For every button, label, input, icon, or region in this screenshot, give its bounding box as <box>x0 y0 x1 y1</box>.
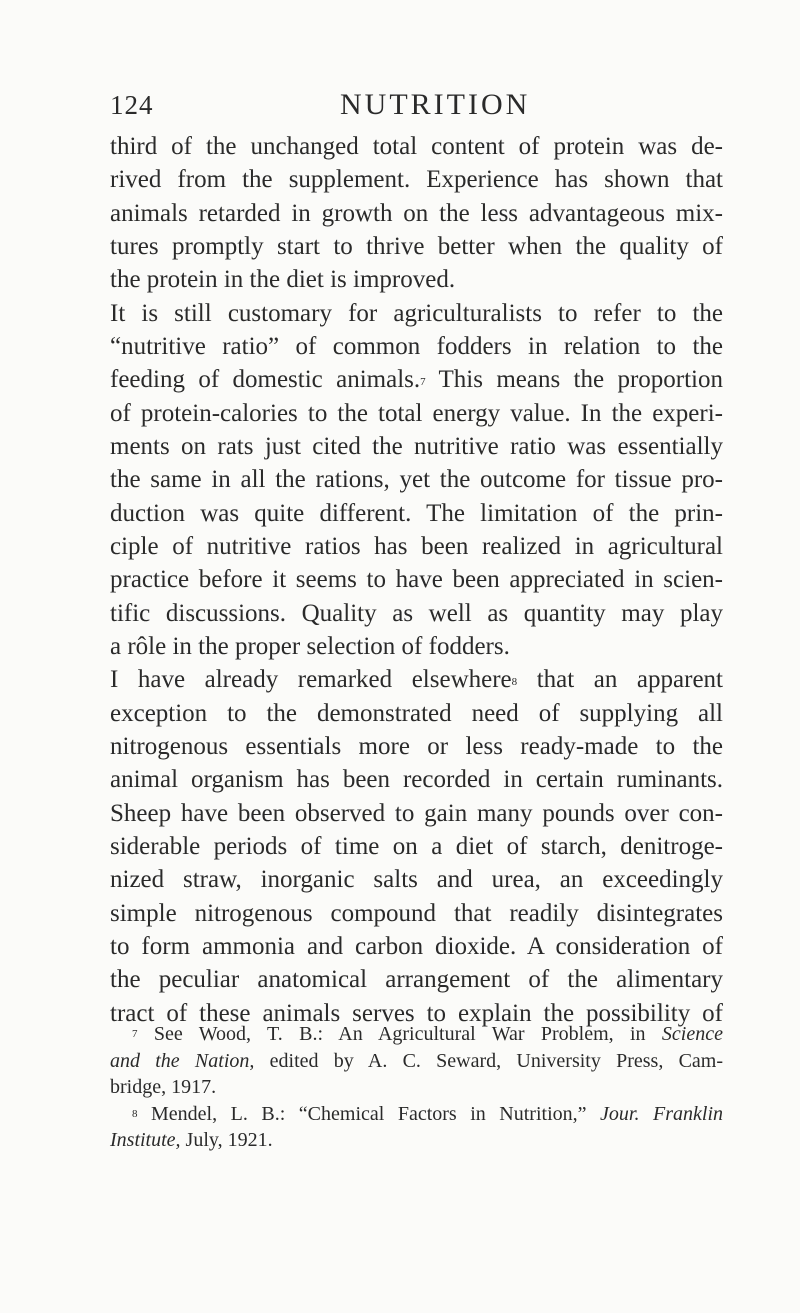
text-line: siderable periods of time on a diet of starch, denitroge- <box>110 832 723 860</box>
footnote-line <box>110 1127 723 1154</box>
text-line: tures promptly start to thrive better when the quality of <box>110 232 723 260</box>
text-fragment: Institute, <box>110 1129 181 1151</box>
text-line <box>110 663 723 696</box>
text-fragment: Science <box>661 1023 723 1045</box>
footnote-marker: 7 <box>132 1028 138 1040</box>
text-fragment: This means the proportion <box>425 366 723 394</box>
page-number: 124 <box>110 90 154 120</box>
text-fragment: I have already remarked elsewhere <box>110 666 512 694</box>
text-line: animals retarded in growth on the less advantageous mix- <box>110 199 723 227</box>
text-line: ments on rats just cited the nutritive ratio was essentially <box>110 432 723 460</box>
text-fragment: Mendel, L. B.: “Chemical Factors in Nutrition,” <box>137 1102 601 1125</box>
text-line: rived from the supplement. Experience has shown that <box>110 166 723 194</box>
text-line: to form ammonia and carbon dioxide. A consideration of <box>110 932 723 960</box>
body-text <box>110 130 723 1030</box>
text-line: Sheep have been observed to gain many pounds over con- <box>110 799 723 827</box>
text-fragment: that an apparent <box>517 666 723 694</box>
running-title: NUTRITION <box>340 88 531 121</box>
text-fragment: edited by A. C. Seward, University Press, Cam- <box>254 1049 723 1072</box>
text-fragment: feeding of domestic animals. <box>110 366 421 394</box>
footnote-marker: 8 <box>132 1107 138 1120</box>
text-line: tract of these animals serves to explain the possibility of <box>110 999 723 1027</box>
text-line: “nutritive ratio” of common fodders in relation to the <box>110 332 723 360</box>
text-line: of protein-calories to the total energy value. In the experi- <box>110 399 723 427</box>
text-fragment: See Wood, T. B.: An Agricultural War Problem, in <box>137 1023 662 1045</box>
text-line: the same in all the rations, yet the outcome for tissue pro- <box>110 466 723 494</box>
footnote-7 <box>110 1021 723 1048</box>
footnote-ref: 7 <box>420 376 426 389</box>
text-line: simple nitrogenous compound that readily disintegrates <box>110 899 723 927</box>
text-line: ciple of nutritive ratios has been realized in agricultural <box>110 532 723 560</box>
text-line: the peculiar anatomical arrangement of the alimentary <box>110 966 723 994</box>
footnote-8 <box>110 1101 723 1128</box>
text-fragment: and the Nation, <box>110 1049 255 1072</box>
text-line: It is still customary for agriculturalists to refer to the <box>110 299 723 327</box>
text-line: duction was quite different. The limitation of the prin- <box>110 499 723 527</box>
text-line: third of the unchanged total content of protein was de- <box>110 133 723 160</box>
page-header <box>110 88 710 128</box>
text-line: animal organism has been recorded in certain ruminants. <box>110 766 723 794</box>
text-line: nitrogenous essentials more or less ready-made to the <box>110 732 723 760</box>
text-line: the protein in the diet is improved. <box>110 266 456 294</box>
text-line: exception to the demonstrated need of supplying all <box>110 699 723 727</box>
text-line: tific discussions. Quality as well as quantity may play <box>110 599 723 627</box>
text-fragment: Jour. Franklin <box>600 1102 724 1125</box>
text-line: nized straw, inorganic salts and urea, an exceedingly <box>110 866 723 894</box>
text-line <box>110 363 723 396</box>
text-fragment: July, 1921. <box>180 1129 273 1151</box>
text-line: practice before it seems to have been appreciated in scien- <box>110 566 723 594</box>
text-line: a rôle in the proper selection of fodders. <box>110 632 510 660</box>
footnote-line: bridge, 1917. <box>110 1076 217 1098</box>
footnote-line <box>110 1048 723 1075</box>
footnotes <box>110 1021 723 1154</box>
footnote-ref: 8 <box>511 676 518 689</box>
